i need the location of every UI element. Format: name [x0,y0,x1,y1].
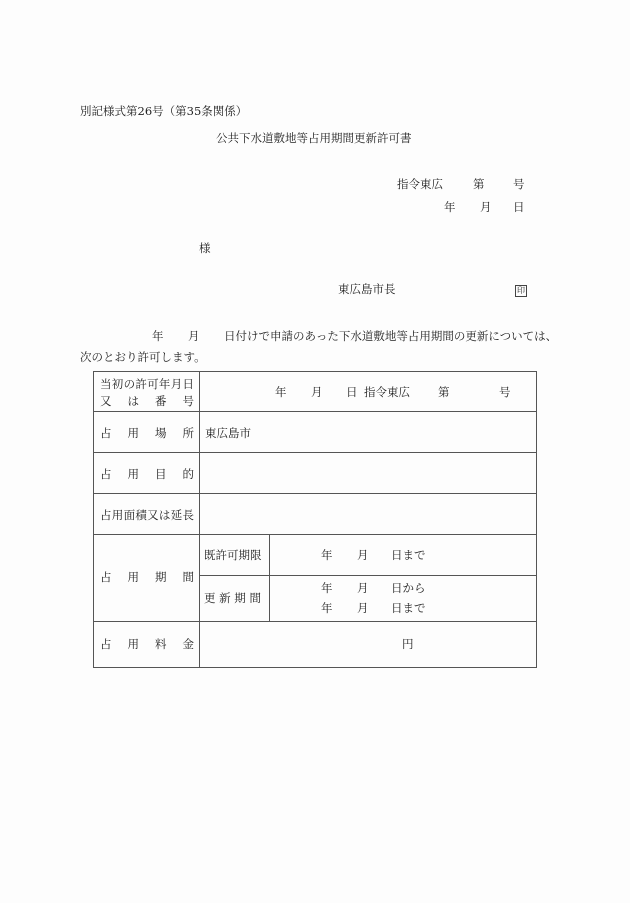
reference-issuer: 指令東広 [397,177,443,191]
initial-permit-prefix: 指令東広 [364,385,410,399]
date-year: 年 [444,200,456,214]
initial-permit-go: 号 [499,385,511,399]
label-period: 占 用 期 間 [100,570,194,584]
body-line1: 日付けで申請のあった下水道敷地等占用期間の更新については、 [224,329,558,343]
reference-dai: 第 [473,177,485,191]
label-purpose: 占 用 目 的 [100,467,194,481]
label-initial-permit-date: 当 初 の 許 可 年 月 日 [100,377,194,391]
label-existing-permit-limit: 既許可期限 [204,548,262,562]
document-title: 公共下水道敷地等占用期間更新許可書 [216,131,412,145]
initial-permit-day: 日 [346,385,358,399]
addressee-sama: 様 [199,241,211,255]
body-line2: 次のとおり許可します。 [80,350,206,364]
initial-permit-month: 月 [311,385,323,399]
label-renewal-period: 更 新 期 間 [204,591,261,605]
permit-table [93,371,537,668]
initial-permit-dai: 第 [438,385,450,399]
renewal-to-day: 日まで [391,601,426,615]
initial-permit-year: 年 [275,385,287,399]
renewal-from-month: 月 [357,581,369,595]
body-month: 月 [188,329,200,343]
renewal-from-day: 日から [391,581,426,595]
label-or-number: 又 は 番 号 [100,394,194,408]
label-location: 占 用 場 所 [100,426,194,440]
existing-limit-year: 年 [321,548,333,562]
date-day: 日 [513,200,525,214]
seal-icon: 印 [517,286,525,295]
renewal-from-year: 年 [321,581,333,595]
label-area-or-length: 占 用 面 積 又 は 延 長 [100,508,194,522]
label-fee: 占 用 料 金 [100,637,194,651]
existing-limit-day: 日まで [391,548,426,562]
reference-go: 号 [513,177,525,191]
renewal-to-month: 月 [357,601,369,615]
form-number: 別記様式第26号（第35条関係） [80,104,248,118]
signer-name: 東広島市長 [338,282,396,296]
renewal-to-year: 年 [321,601,333,615]
date-month: 月 [480,200,492,214]
body-year: 年 [152,329,164,343]
location-value: 東広島市 [205,426,251,440]
fee-yen: 円 [402,637,414,651]
seal-mark [515,284,527,297]
existing-limit-month: 月 [357,548,369,562]
